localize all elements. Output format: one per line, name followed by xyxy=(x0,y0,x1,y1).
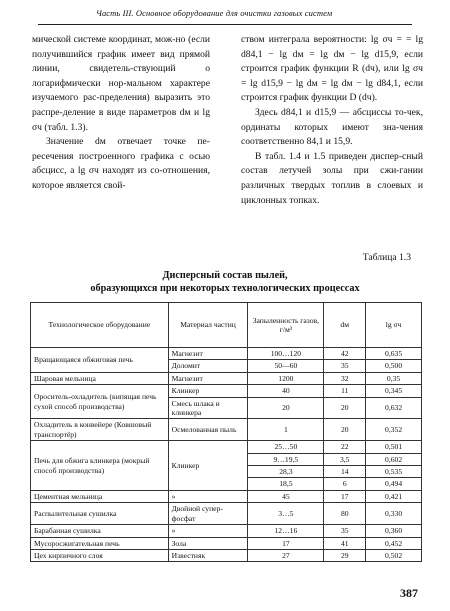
cell-material: Доломит xyxy=(168,360,248,372)
cell-lg-sigma: 0,501 xyxy=(366,441,422,453)
left-paragraph-2: Значение dм отвечает точке пе-ресечения построенного графика с осью абсцисс, а lg σч находят из со-отношения, которое является свой- xyxy=(32,136,210,191)
cell-dust-load: 40 xyxy=(248,385,324,397)
cell-material: Клинкер xyxy=(168,441,248,491)
table-title-line-2: образующихся при некоторых технологических процессах xyxy=(90,283,360,294)
cell-dm: 35 xyxy=(324,525,366,537)
cell-material: » xyxy=(168,490,248,502)
cell-lg-sigma: 0,330 xyxy=(366,503,422,525)
cell-material: Известняк xyxy=(168,549,248,561)
table-row xyxy=(31,441,422,453)
cell-dust-load: 17 xyxy=(248,537,324,549)
page-number: 387 xyxy=(400,586,418,600)
cell-lg-sigma: 0,421 xyxy=(366,490,422,502)
right-column xyxy=(241,33,423,208)
table-row xyxy=(31,525,422,537)
cell-equipment: Мусоросжигательная печь xyxy=(31,537,169,549)
cell-dust-load: 100…120 xyxy=(248,348,324,360)
cell-dm: 14 xyxy=(324,466,366,478)
cell-dm: 6 xyxy=(324,478,366,490)
cell-dm: 32 xyxy=(324,372,366,384)
table-title-line-1: Дисперсный состав пылей, xyxy=(162,270,288,281)
table-row xyxy=(31,372,422,384)
right-paragraph-2: Здесь d84,1 и d15,9 — абсциссы то-чек, ординаты которых имеют зна-чения соответственно 84,1 и 15,9. xyxy=(241,106,423,148)
cell-equipment: Барабанная сушилка xyxy=(31,525,169,537)
cell-dm: 17 xyxy=(324,490,366,502)
cell-dm: 29 xyxy=(324,549,366,561)
header-text: Часть III. Основное оборудование для очистки газовых систем xyxy=(96,8,333,18)
cell-dm: 11 xyxy=(324,385,366,397)
right-paragraph-3: В табл. 1.4 и 1.5 приведен диспер-сный состав летучей золы при сжи-гании различных твердых топлив в слоевых и циклонных топках. xyxy=(241,150,423,206)
cell-material: Осмелованная пыль xyxy=(168,419,248,441)
cell-lg-sigma: 0,494 xyxy=(366,478,422,490)
cell-equipment: Охладитель в конвейере (Ковшовый транспортёр) xyxy=(31,419,169,441)
header-dm: dм xyxy=(324,303,366,348)
cell-dm: 80 xyxy=(324,503,366,525)
table-row xyxy=(31,503,422,525)
cell-dm: 20 xyxy=(324,397,366,419)
cell-material: Смесь шлака и клинкера xyxy=(168,397,248,419)
cell-lg-sigma: 0,345 xyxy=(366,385,422,397)
cell-lg-sigma: 0,632 xyxy=(366,397,422,419)
cell-dm: 20 xyxy=(324,419,366,441)
cell-material: Зола xyxy=(168,537,248,549)
cell-material: Магнезит xyxy=(168,348,248,360)
cell-dust-load: 1200 xyxy=(248,372,324,384)
table-row xyxy=(31,490,422,502)
cell-dm: 22 xyxy=(324,441,366,453)
cell-dust-load: 9…19,5 xyxy=(248,453,324,465)
cell-dust-load: 27 xyxy=(248,549,324,561)
cell-dust-load: 3…5 xyxy=(248,503,324,525)
cell-lg-sigma: 0,502 xyxy=(366,549,422,561)
table-row xyxy=(31,537,422,549)
running-header xyxy=(0,4,450,28)
header-equipment: Технологическое оборудование xyxy=(31,303,169,348)
cell-equipment: Цех кирпичного слоя xyxy=(31,549,169,561)
header-dust-load: Запыленность газов, г/м³ xyxy=(248,303,324,348)
cell-dust-load: 18,5 xyxy=(248,478,324,490)
cell-lg-sigma: 0,352 xyxy=(366,419,422,441)
table-row xyxy=(31,419,422,441)
cell-material: Двойной супер-фосфат xyxy=(168,503,248,525)
cell-dust-load: 45 xyxy=(248,490,324,502)
cell-equipment: Цементная мельница xyxy=(31,490,169,502)
cell-equipment: Ороситель-охладитель (кипящая печь сухой способ производства) xyxy=(31,385,169,419)
cell-dm: 3,5 xyxy=(324,453,366,465)
cell-material: Клинкер xyxy=(168,385,248,397)
cell-dm: 41 xyxy=(324,537,366,549)
cell-lg-sigma: 0,500 xyxy=(366,360,422,372)
cell-equipment: Вращающаяся обжиговая печь xyxy=(31,348,169,373)
table-title xyxy=(0,269,450,295)
table-row xyxy=(31,385,422,397)
table-row xyxy=(31,549,422,561)
header-lg-sigma: lg σч xyxy=(366,303,422,348)
cell-dust-load: 25…50 xyxy=(248,441,324,453)
cell-lg-sigma: 0,452 xyxy=(366,537,422,549)
header-material: Материал частиц xyxy=(168,303,248,348)
header-rule xyxy=(38,24,412,25)
cell-lg-sigma: 0,35 xyxy=(366,372,422,384)
cell-equipment: Распылительная сушилка xyxy=(31,503,169,525)
cell-material: » xyxy=(168,525,248,537)
table-label: Таблица 1.3 xyxy=(362,252,411,263)
cell-dust-load: 50—60 xyxy=(248,360,324,372)
left-column xyxy=(32,33,210,194)
cell-lg-sigma: 0,535 xyxy=(366,466,422,478)
cell-material: Магнезит xyxy=(168,372,248,384)
dispersion-table xyxy=(30,302,422,562)
cell-equipment: Шаровая мельница xyxy=(31,372,169,384)
left-paragraph-1: мической системе координат, мож-но (если получившийся график имеет вид прямой линии, свидетель-ствующий о логарифмически нор-мальном характере изучаемого рас-пределения) выразить это распре-деление в виде параметров dм и lg σч (табл. 1.3). xyxy=(32,34,210,133)
cell-dust-load: 1 xyxy=(248,419,324,441)
cell-equipment: Печь для обжига клинкера (мокрый способ производства) xyxy=(31,441,169,491)
cell-lg-sigma: 0,635 xyxy=(366,348,422,360)
cell-lg-sigma: 0,360 xyxy=(366,525,422,537)
cell-dust-load: 28,3 xyxy=(248,466,324,478)
right-paragraph-1: ством интеграла вероятности: lg σч = = lg d84,1 − lg dм = lg dм − lg d15,9, если строится график функции R (dч), или lg σч = lg d15,9 − lg dм = lg dм − lg d84,1, если строится график функции D (dч). xyxy=(241,34,423,104)
cell-lg-sigma: 0,602 xyxy=(366,453,422,465)
cell-dust-load: 20 xyxy=(248,397,324,419)
table-header-row xyxy=(31,303,422,348)
table-row xyxy=(31,348,422,360)
cell-dust-load: 12…16 xyxy=(248,525,324,537)
cell-dm: 42 xyxy=(324,348,366,360)
cell-dm: 35 xyxy=(324,360,366,372)
